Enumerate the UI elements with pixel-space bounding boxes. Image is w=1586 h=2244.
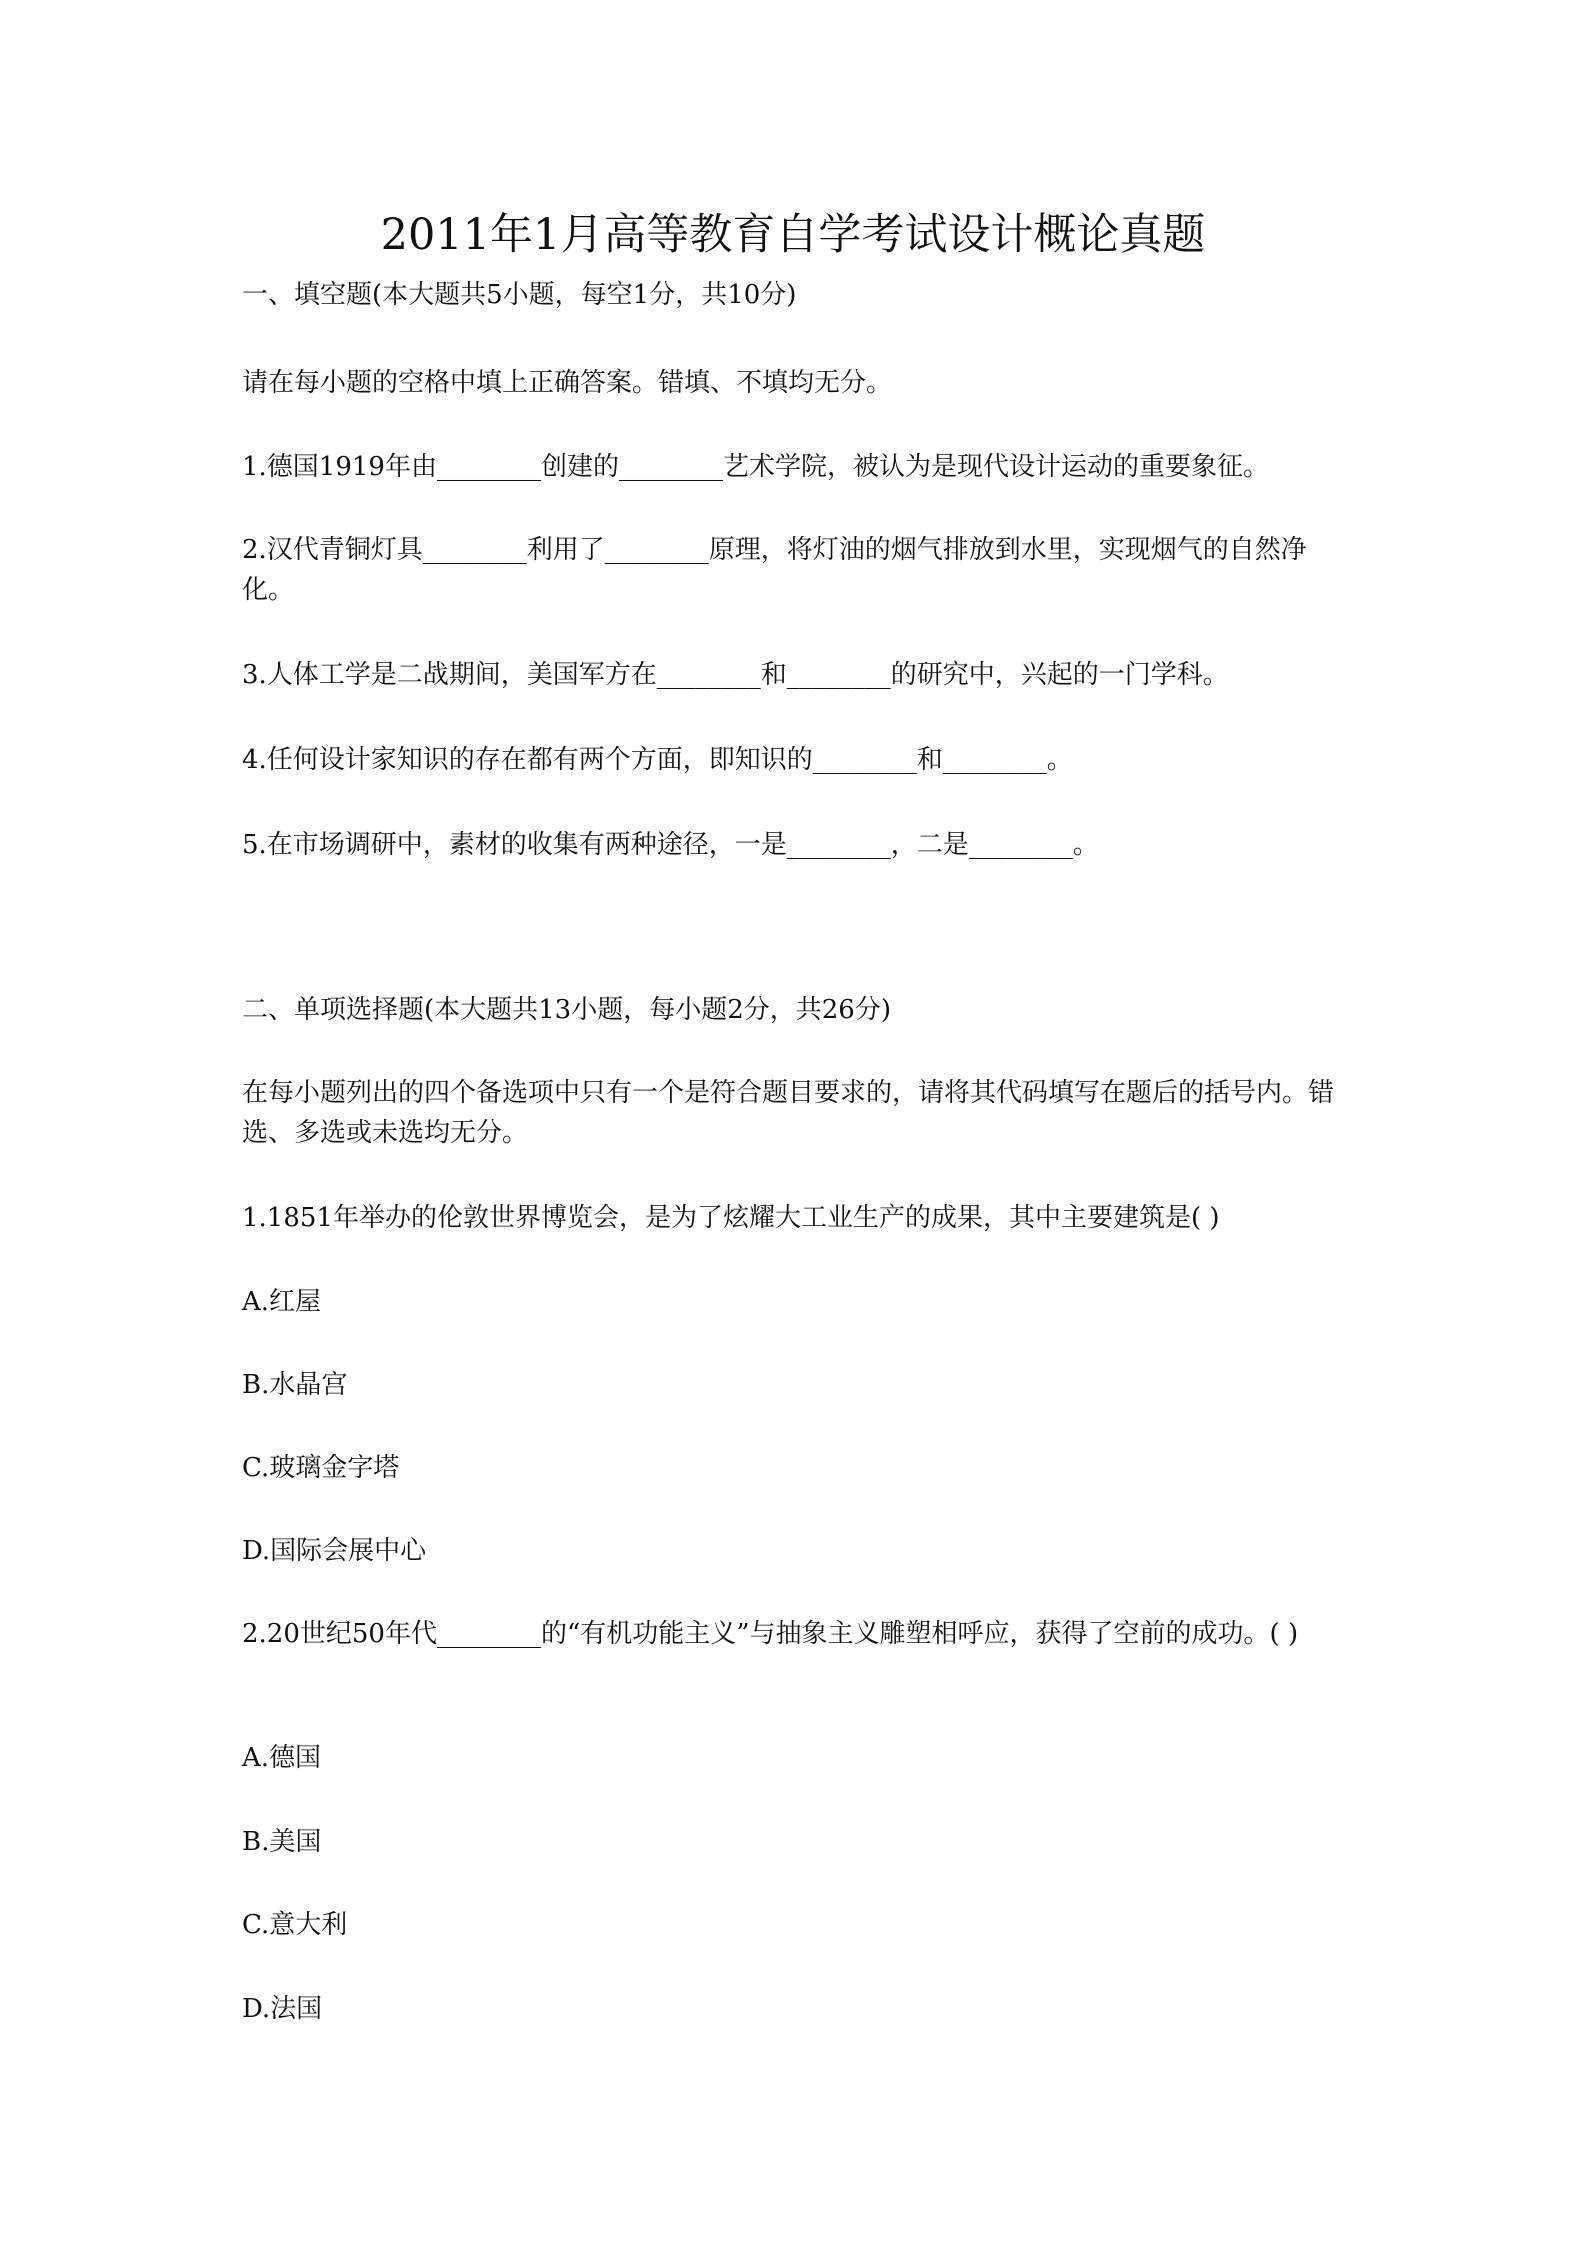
section2-instruction: 在每小题列出的四个备选项中只有一个是符合题目要求的，请将其代码填写在题后的括号内。错选、多选或未选均无分。 [242, 1078, 1335, 1148]
choice-question-1-option-a: A.红屋 [242, 1287, 322, 1317]
fill-blank-question-4: 4.任何设计家知识的存在都有两个方面，即知识的________和________。 [242, 745, 1073, 775]
choice-question-1-option-d: D.国际会展中心 [242, 1536, 427, 1566]
fill-blank-question-3: 3.人体工学是二战期间，美国军方在________和________的研究中，兴起的一门学科。 [242, 660, 1229, 690]
choice-question-2-option-c: C.意大利 [242, 1910, 348, 1940]
fill-blank-question-1: 1.德国1919年由________创建的________艺术学院，被认为是现代设计运动的重要象征。 [242, 452, 1269, 482]
choice-question-1-stem: 1.1851年举办的伦敦世界博览会，是为了炫耀大工业生产的成果，其中主要建筑是( ) [242, 1203, 1220, 1233]
choice-question-2-stem: 2.20世纪50年代________的“有机功能主义”与抽象主义雕塑相呼应，获得了空前的成功。( ) [242, 1619, 1299, 1649]
fill-blank-question-5: 5.在市场调研中，素材的收集有两种途径，一是________，二是________。 [242, 830, 1099, 860]
section1-heading: 一、填空题(本大题共5小题，每空1分，共10分) [242, 280, 797, 310]
document-title: 2011年1月高等教育自学考试设计概论真题 [380, 210, 1206, 260]
choice-question-2-option-b: B.美国 [242, 1827, 322, 1857]
section1-instruction: 请在每小题的空格中填上正确答案。错填、不填均无分。 [242, 368, 893, 398]
fill-blank-question-2: 2.汉代青铜灯具________利用了________原理，将灯油的烟气排放到水里，实现烟气的自然净化。 [242, 535, 1307, 605]
section2-heading: 二、单项选择题(本大题共13小题，每小题2分，共26分) [242, 995, 891, 1025]
choice-question-2-option-d: D.法国 [242, 1994, 323, 2024]
choice-question-2-option-a: A.德国 [242, 1743, 322, 1773]
choice-question-1-option-b: B.水晶宫 [242, 1370, 348, 1400]
choice-question-1-option-c: C.玻璃金字塔 [242, 1453, 400, 1483]
